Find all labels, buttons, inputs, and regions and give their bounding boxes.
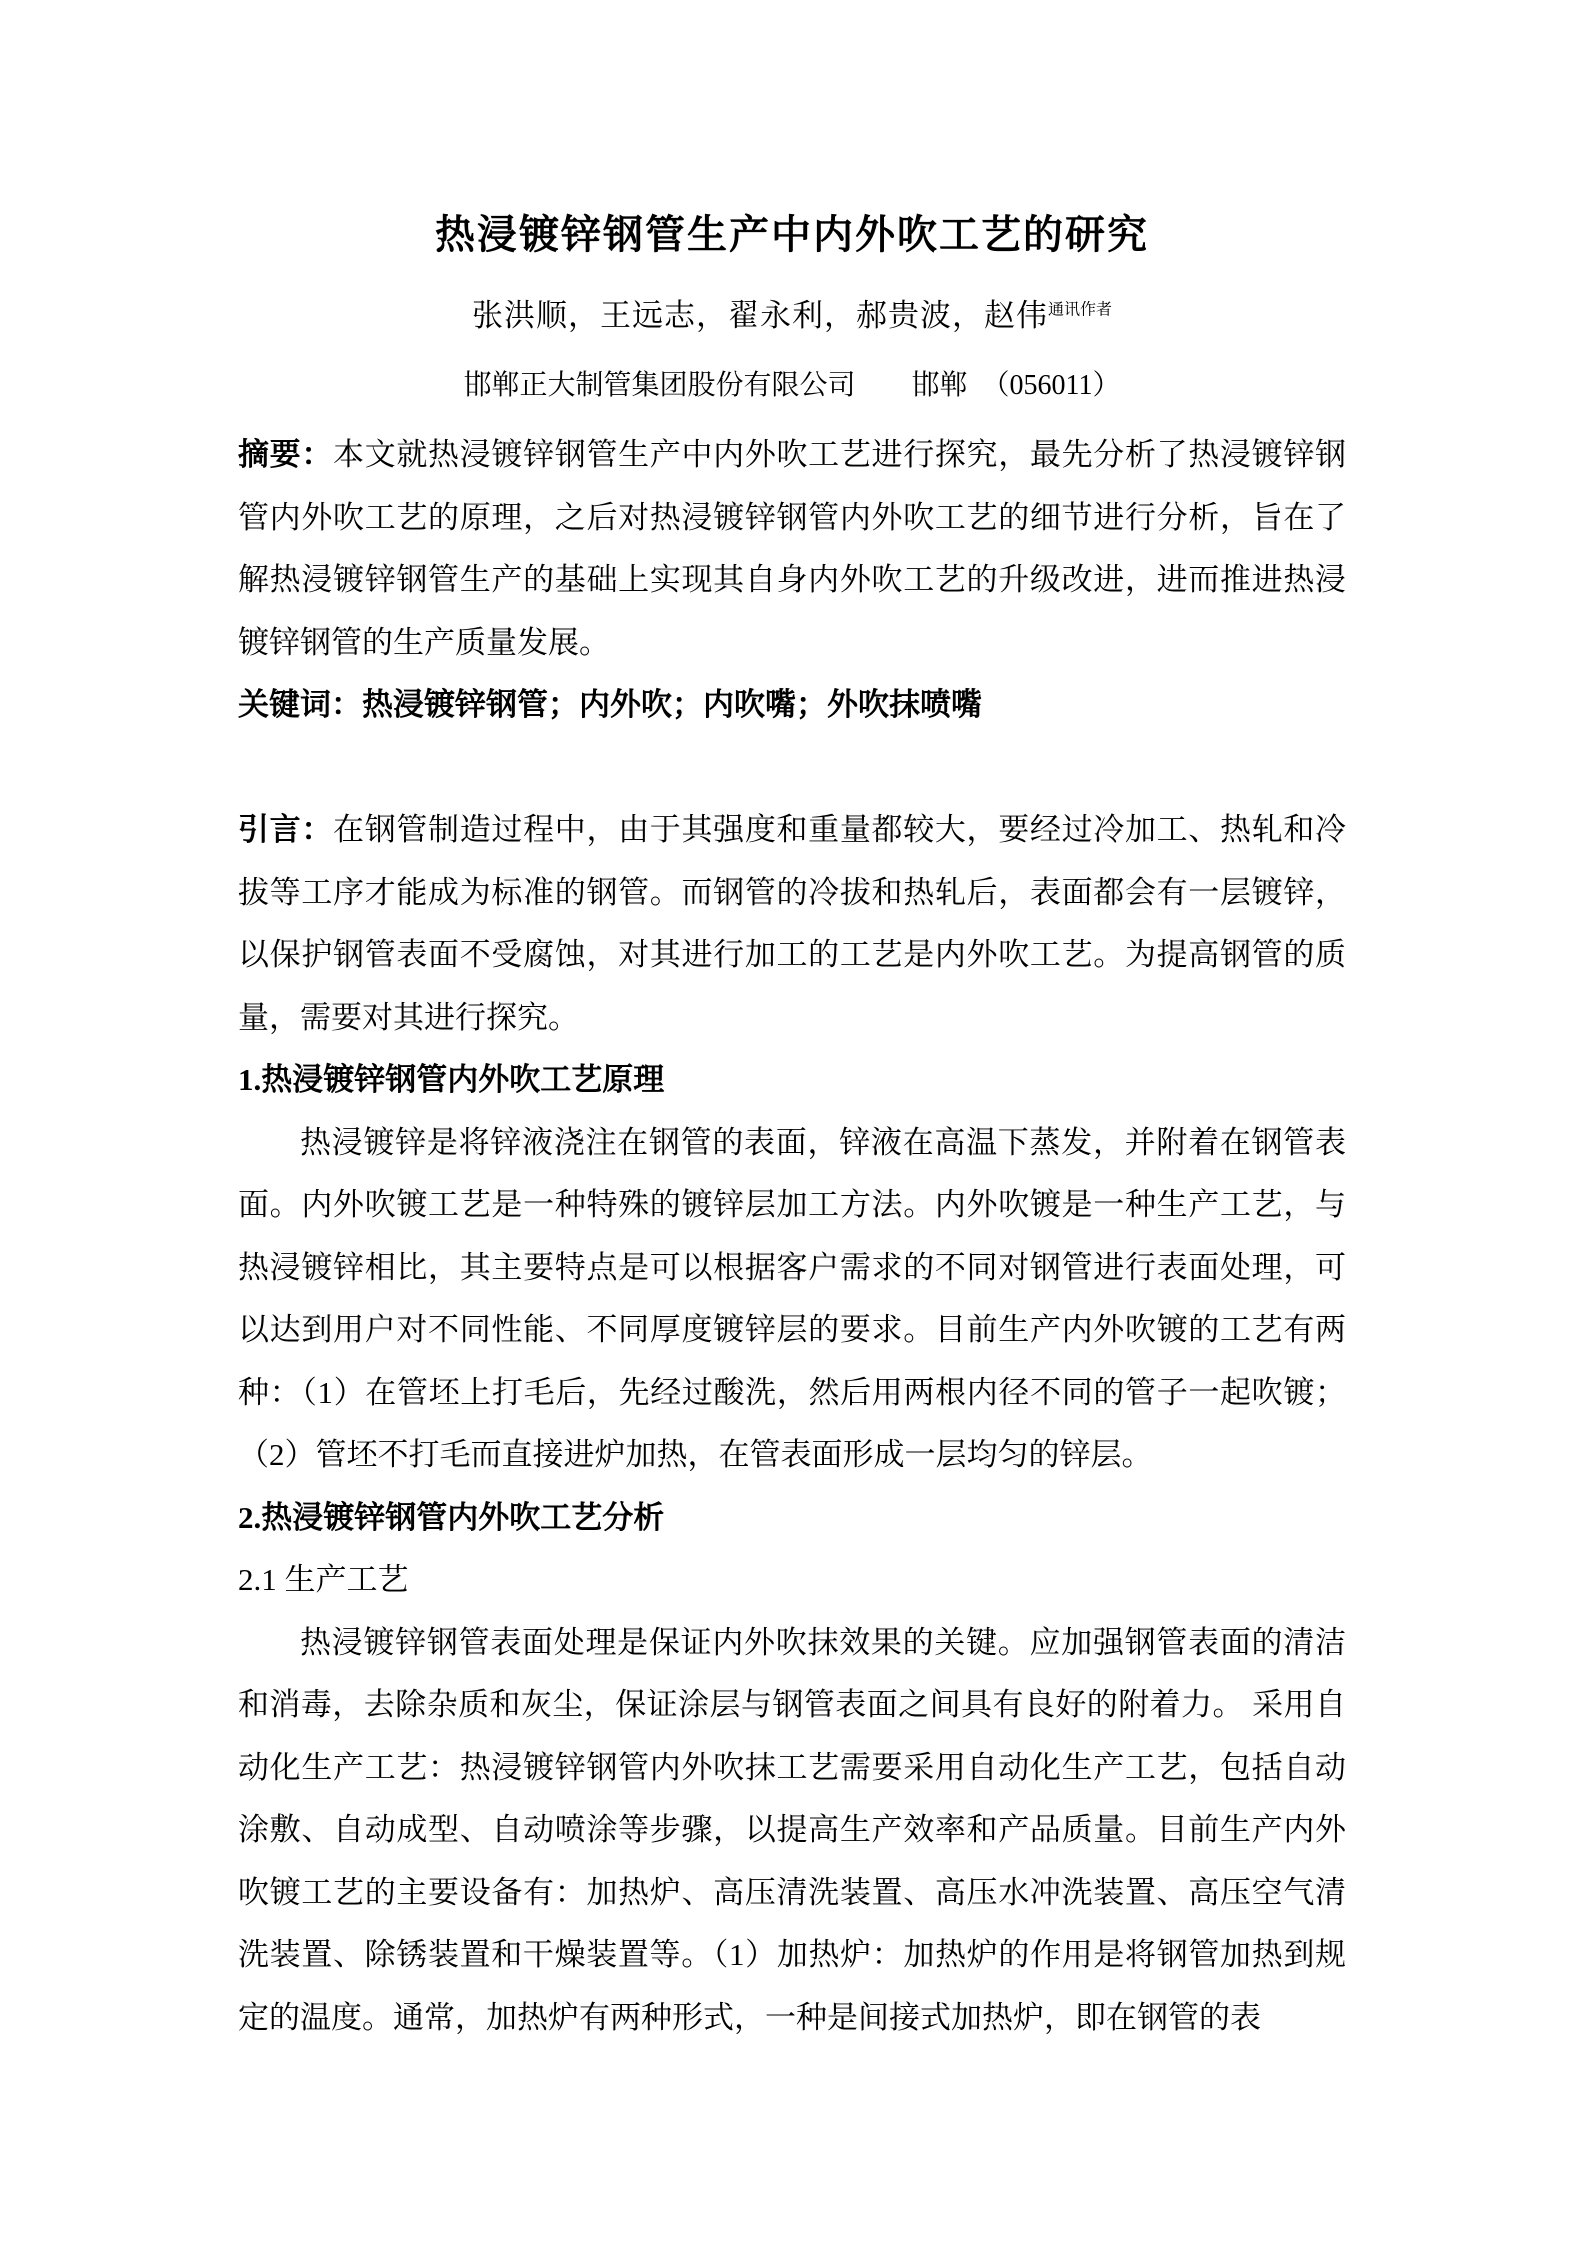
- document-body: [238, 424, 1346, 2049]
- corresponding-author-note: 通讯作者: [1047, 301, 1112, 319]
- keywords-line: [238, 674, 1346, 737]
- affiliation-line: 邯郸正大制管集团股份有限公司 邯郸 （056011）: [463, 370, 1121, 401]
- introduction-paragraph: [238, 799, 1346, 1049]
- abstract-paragraph: [238, 424, 1346, 674]
- section-1-heading: 1.热浸镀锌钢管内外吹工艺原理: [238, 1062, 665, 1097]
- abstract-text: 本文就热浸镀锌钢管生产中内外吹工艺进行探究，最先分析了热浸镀锌钢管内外吹工艺的原理，之后对热浸镀锌钢管内外吹工艺的细节进行分析，旨在了解热浸镀锌钢管生产的基础上实现其自身内外吹工艺的升级改进，进而推进热浸镀锌钢管的生产质量发展。: [238, 437, 1346, 660]
- introduction-label: 引言：: [238, 812, 334, 847]
- keywords-text: 热浸镀锌钢管；内外吹；内吹嘴；外吹抹喷嘴: [362, 687, 982, 722]
- authors-line: [238, 296, 1346, 336]
- author-names: 张洪顺，王远志，翟永利，郝贵波，赵伟: [471, 298, 1048, 333]
- introduction-text: 在钢管制造过程中，由于其强度和重量都较大，要经过冷加工、热轧和冷拔等工序才能成为标准的钢管。而钢管的冷拔和热轧后，表面都会有一层镀锌，以保护钢管表面不受腐蚀，对其进行加工的工艺是内外吹工艺。为提高钢管的质量，需要对其进行探究。: [238, 812, 1346, 1035]
- keywords-label: 关键词：: [238, 687, 362, 722]
- section-2-1-paragraph: 热浸镀锌钢管表面处理是保证内外吹抹效果的关键。应加强钢管表面的清洁和消毒，去除杂质和灰尘，保证涂层与钢管表面之间具有良好的附着力。 采用自动化生产工艺：热浸镀锌钢管内外吹抹工艺需要采用自动化生产工艺，包括自动涂敷、自动成型、自动喷涂等步骤，以提高生产效率和产品质量。目前生产内外吹镀工艺的主要设备有：加热炉、高压清洗装置、高压水冲洗装置、高压空气清洗装置、除锈装置和干燥装置等。（1）加热炉：加热炉的作用是将钢管加热到规定的温度。通常，加热炉有两种形式，一种是间接式加热炉，即在钢管的表: [238, 1624, 1346, 2035]
- abstract-label: 摘要：: [238, 437, 334, 472]
- paper-title: 热浸镀锌钢管生产中内外吹工艺的研究: [435, 212, 1149, 257]
- section-1-paragraph: 热浸镀锌是将锌液浇注在钢管的表面，锌液在高温下蒸发，并附着在钢管表面。内外吹镀工艺是一种特殊的镀锌层加工方法。内外吹镀是一种生产工艺，与热浸镀锌相比，其主要特点是可以根据客户需求的不同对钢管进行表面处理，可以达到用户对不同性能、不同厚度镀锌层的要求。目前生产内外吹镀的工艺有两种：（1）在管坯上打毛后，先经过酸洗，然后用两根内径不同的管子一起吹镀；（2）管坯不打毛而直接进炉加热，在管表面形成一层均匀的锌层。: [238, 1124, 1346, 1472]
- section-2-heading: 2.热浸镀锌钢管内外吹工艺分析: [238, 1499, 665, 1535]
- section-2-1-heading: 2.1 生产工艺: [238, 1562, 409, 1597]
